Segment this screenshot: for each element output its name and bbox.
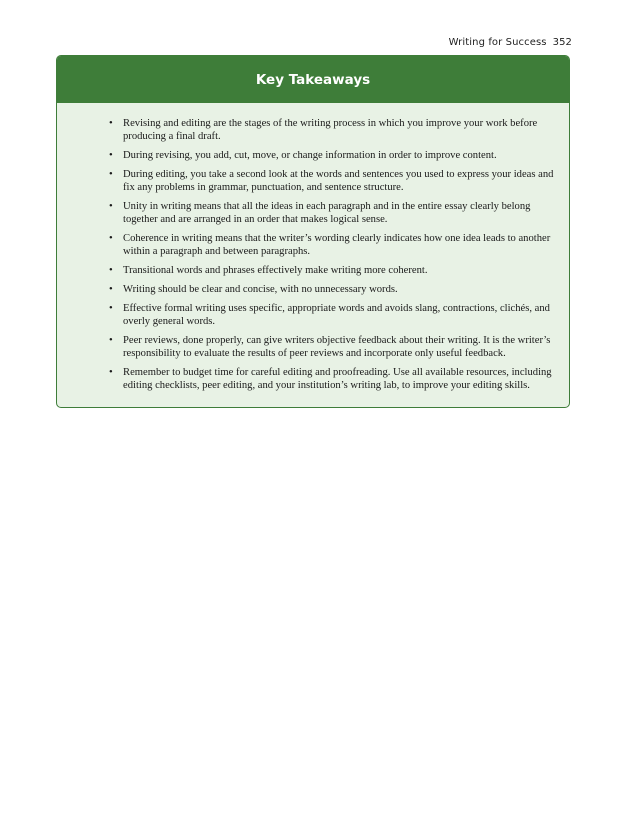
takeaway-text: During revising, you add, cut, move, or change information in order to improve content. [123,150,497,161]
takeaway-item [109,232,555,258]
takeaway-text: Unity in writing means that all the ideas in each paragraph and in the entire essay clearly belong together and are arranged in an order that makes logical sense. [123,201,531,225]
takeaway-item [109,149,555,162]
bullet-icon: • [109,284,113,295]
bullet-icon: • [109,150,113,161]
takeaway-item [109,366,555,392]
takeaway-text: Peer reviews, done properly, can give writers objective feedback about their writing. It is the writer’s responsibility to evaluate the results of peer reviews and incorporate only useful feedback. [123,335,551,359]
book-title: Writing for Success [448,37,547,48]
takeaway-item [109,117,555,143]
takeaway-text: Remember to budget time for careful editing and proofreading. Use all available resources, including editing checklists, peer editing, and your institution’s writing lab, to improve your editing skills. [123,367,552,391]
takeaway-text: During editing, you take a second look at the words and sentences you used to express your ideas and fix any problems in grammar, punctuation, and sentence structure. [123,169,554,193]
bullet-icon: • [109,335,113,346]
takeaway-item [109,283,555,296]
bullet-icon: • [109,303,113,314]
bullet-icon: • [109,367,113,378]
takeaways-list [57,103,569,407]
takeaway-text: Transitional words and phrases effectively make writing more coherent. [123,265,428,276]
takeaway-text: Writing should be clear and concise, with no unnecessary words. [123,284,398,295]
bullet-icon: • [109,265,113,276]
key-takeaways-box [56,55,570,408]
takeaway-item [109,334,555,360]
bullet-icon: • [109,233,113,244]
key-takeaways-header [57,56,569,103]
takeaway-text: Effective formal writing uses specific, appropriate words and avoids slang, contractions, clichés, and overly general words. [123,303,550,327]
bullet-icon: • [109,169,113,180]
takeaway-item [109,168,555,194]
running-header [449,37,572,48]
takeaway-text: Coherence in writing means that the writer’s wording clearly indicates how one idea leads to another within a paragraph and between paragraphs. [123,233,551,257]
takeaway-text: Revising and editing are the stages of the writing process in which you improve your work before producing a final draft. [123,118,538,142]
bullet-icon: • [109,118,113,129]
bullet-icon: • [109,201,113,212]
takeaway-item [109,200,555,226]
key-takeaways-heading: Key Takeaways [255,71,371,88]
page-number: 352 [552,37,572,48]
takeaway-item [109,302,555,328]
takeaway-item [109,264,555,277]
